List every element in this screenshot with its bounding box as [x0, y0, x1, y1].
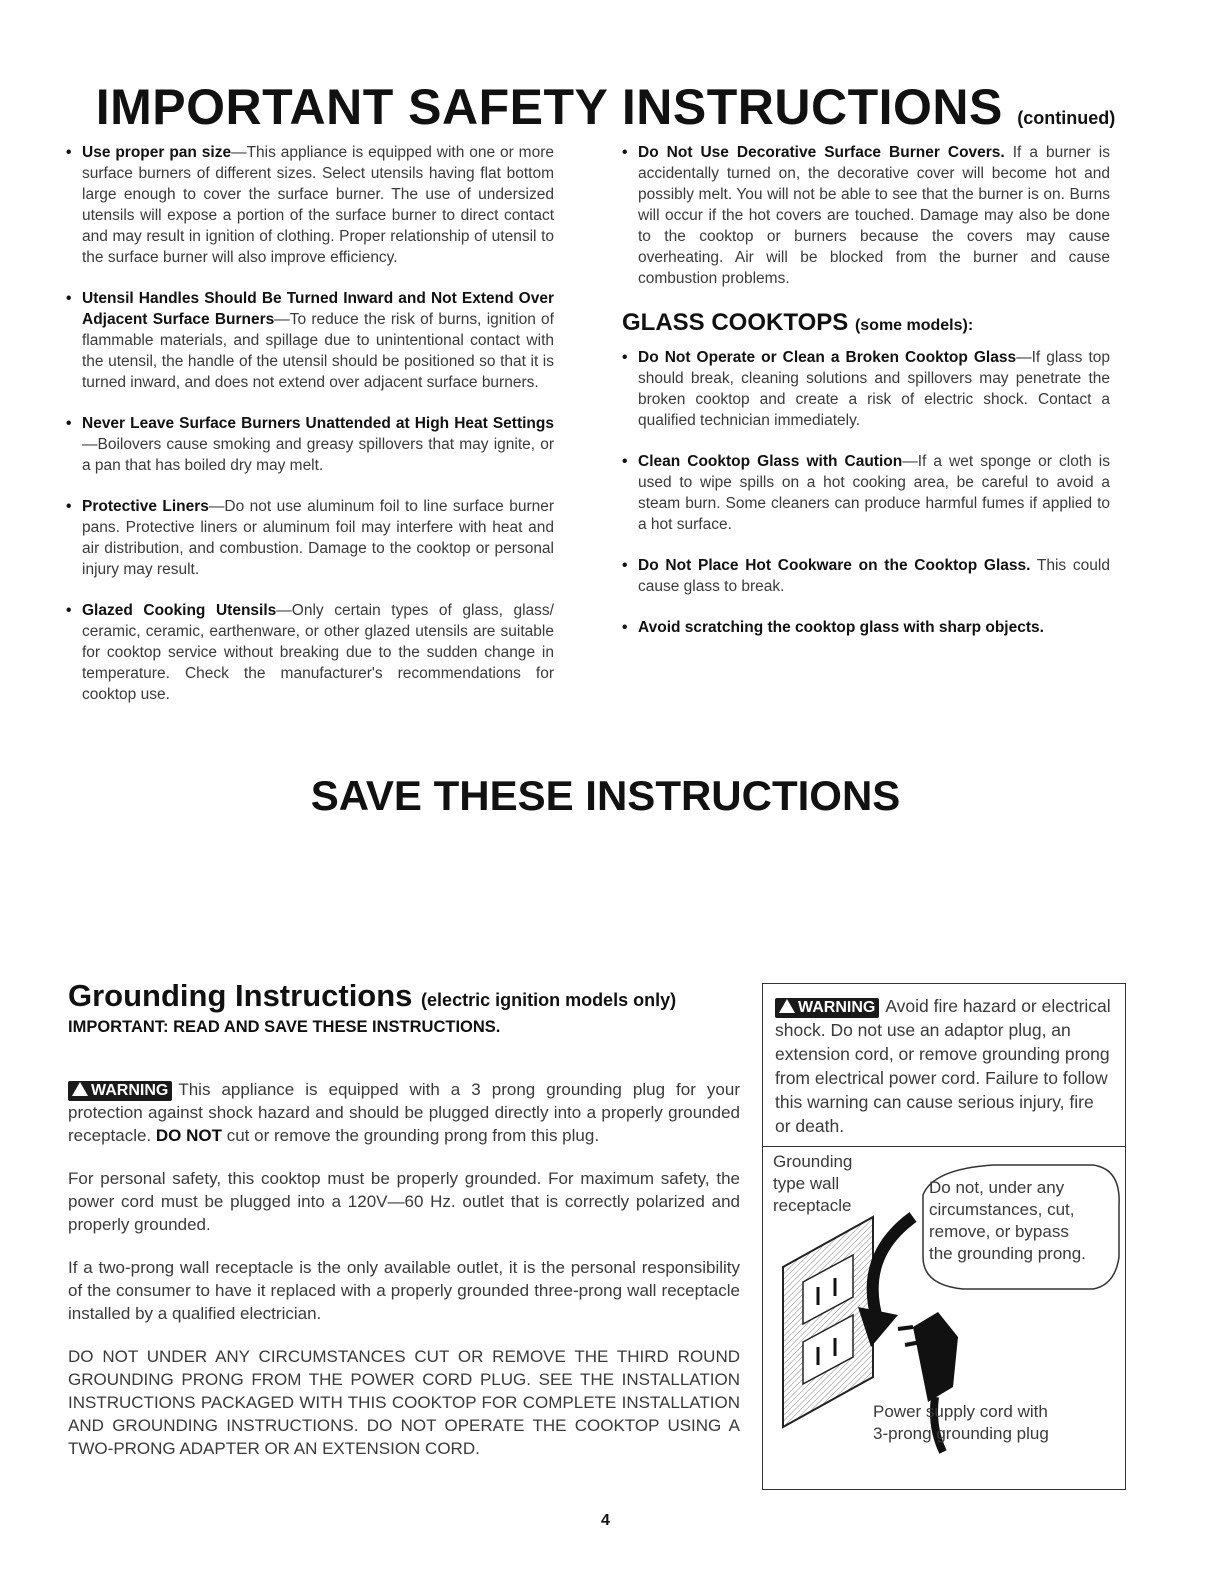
grounding-safety-paragraph: For personal safety, this cooktop must be properly grounded. For maximum safety, the power cord must be plugged into a 120V—60 Hz. outlet that is correctly polarized and properly grounded.	[68, 1169, 740, 1234]
grounding-two-prong-paragraph: If a two-prong wall receptacle is the only available outlet, it is the personal responsibility of the consumer to have it replaced with a properly grounded three-prong wall receptacle installed by a qualified electrician.	[68, 1258, 740, 1323]
grounding-title: Grounding Instructions (electric ignition models only)	[68, 978, 677, 1013]
page-title-continued: (continued)	[1017, 108, 1116, 128]
bullet-glazed-utensils: • Glazed Cooking Utensils—Only certain types of glass, glass/ ceramic, ceramic, earthenware, or other glazed utensils are suitable for cooktop service without breaking due to the sudden change in temperature. Check the manufacturer's recommendations for cooktop use.	[66, 600, 554, 705]
wall-receptacle-icon	[783, 1217, 873, 1427]
cord-label: Power supply cord with 3-prong grounding plug	[873, 1402, 1049, 1443]
warning-triangle-icon	[779, 999, 795, 1013]
warning-badge: WARNING	[68, 1081, 172, 1101]
glass-cooktops-heading: GLASS COOKTOPS (some models):	[622, 309, 974, 336]
grounding-body	[68, 1078, 740, 1460]
right-column	[622, 142, 1110, 658]
bullet-unattended-burners: • Never Leave Surface Burners Unattended at High Heat Settings—Boilovers cause smoking and greasy spillovers that may ignite, or a pan that has boiled dry may melt.	[66, 413, 554, 476]
save-instructions-title: SAVE THESE INSTRUCTIONS	[310, 772, 901, 819]
receptacle-label: Grounding type wall receptacle	[773, 1152, 853, 1215]
grounding-caps-paragraph: DO NOT UNDER ANY CIRCUMSTANCES CUT OR REMOVE THE THIRD ROUND GROUNDING PRONG FROM THE POWER CORD PLUG. SEE THE INSTALLATION INSTRUCTIONS PACKAGED WITH THIS COOKTOP FOR COMPLETE INSTALLATION AND GROUNDING INSTRUCTIONS. DO NOT OPERATE THE COOKTOP USING A TWO-PRONG ADAPTER OR AN EXTENSION CORD.	[68, 1347, 740, 1458]
warning-box	[762, 983, 1126, 1490]
grounding-plug-illustration	[763, 1147, 1124, 1465]
left-column	[66, 142, 554, 725]
bullet-clean-glass: • Clean Cooktop Glass with Caution—If a wet sponge or cloth is used to wipe spills on a hot cooking area, be careful to avoid a steam burn. Some cleaners can produce harmful fumes if applied to a hot surface.	[622, 451, 1110, 535]
warning-box-badge: WARNING	[775, 998, 879, 1018]
bullet-decorative-covers: • Do Not Use Decorative Surface Burner Covers. If a burner is accidentally turned on, the decorative cover will become hot and possibly melt. You will not be able to see that the burner is on. Burns will occur if the hot covers are touched. Damage may also be done to the cooktop or burners because the covers may cause overheating. Air will be blocked from the burner and cause combustion problems.	[622, 142, 1110, 289]
bullet-broken-glass: • Do Not Operate or Clean a Broken Cooktop Glass—If glass top should break, cleaning solutions and spillovers may penetrate the broken cooktop and create a risk of electric shock. Contact a qualified technician immediately.	[622, 347, 1110, 431]
grounding-warning-paragraph: WARNING This appliance is equipped with a 3 prong grounding plug for your protection against shock hazard and should be plugged directly into a properly grounded receptacle. DO NOT cut or remove the grounding prong from this plug.	[68, 1080, 740, 1145]
callout-text: Do not, under any circumstances, cut, remove, or bypass the grounding prong.	[929, 1178, 1086, 1263]
bullet-utensil-handles: • Utensil Handles Should Be Turned Inward and Not Extend Over Adjacent Surface Burners—To reduce the risk of burns, ignition of flammable materials, and spillage due to unintentional contact with the utensil, the handle of the utensil should be positioned so that it is turned inward, and does not extend over adjacent surface burners.	[66, 288, 554, 393]
bullet-protective-liners: • Protective Liners—Do not use aluminum foil to line surface burner pans. Protective liners or aluminum foil may interfere with heat and air distribution, and combustion. Damage to the cooktop or personal injury may result.	[66, 496, 554, 580]
page-number: 4	[601, 1512, 610, 1529]
page-title: IMPORTANT SAFETY INSTRUCTIONS (continued)	[95, 79, 1116, 135]
bullet-pan-size: • Use proper pan size—This appliance is equipped with one or more surface burners of different sizes. Select utensils having flat bottom large enough to cover the surface burner. The use of undersized utensils will expose a portion of the surface burner to direct contact and may result in ignition of clothing. Proper relationship of utensil to the surface burner will also improve efficiency.	[66, 142, 554, 268]
bullet-avoid-scratching: • Avoid scratching the cooktop glass with sharp objects.	[622, 617, 1110, 638]
warning-box-text: WARNING Avoid fire hazard or electrical shock. Do not use an adaptor plug, an extension cord, or remove grounding prong from electrical power cord. Failure to follow this warning can cause serious injury, fire or death.	[763, 984, 1125, 1147]
bullet-hot-cookware: • Do Not Place Hot Cookware on the Cooktop Glass. This could cause glass to break.	[622, 555, 1110, 597]
grounding-important: IMPORTANT: READ AND SAVE THESE INSTRUCTIONS.	[68, 1018, 501, 1036]
warning-triangle-icon	[72, 1082, 88, 1096]
